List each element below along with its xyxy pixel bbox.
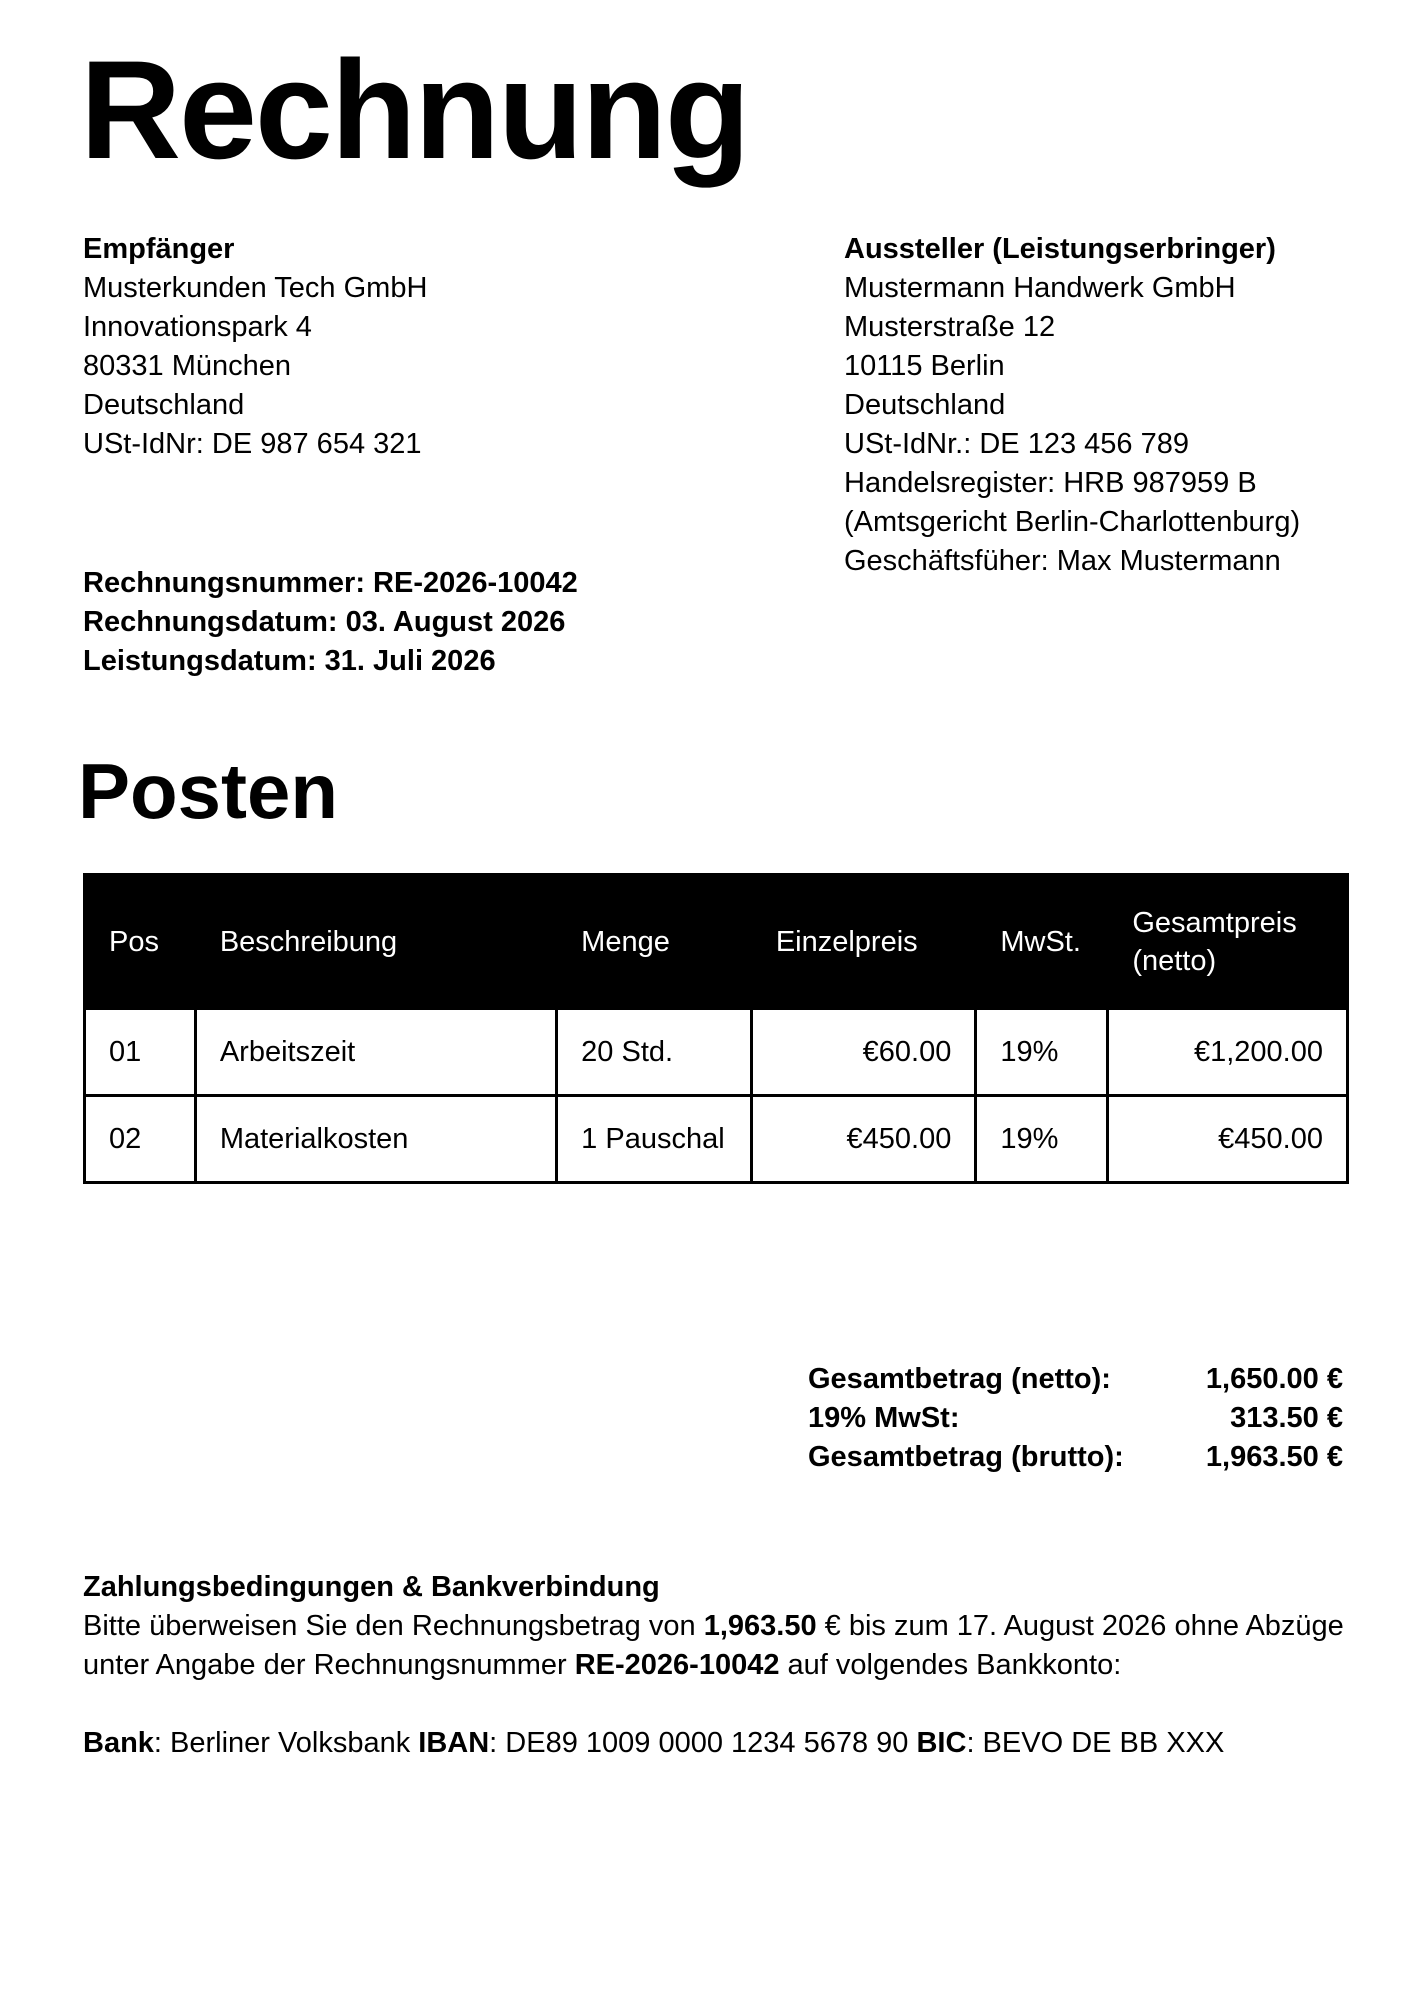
header-unit-price: Einzelpreis: [751, 875, 976, 1009]
header-pos: Pos: [85, 875, 196, 1009]
header-total-net: Gesamtpreis (netto): [1108, 875, 1348, 1009]
issuer-line: Mustermann Handwerk GmbH: [844, 272, 1236, 304]
total-gross-value: 1,963.50 €: [1205, 1441, 1343, 1473]
table-header-row: [85, 875, 1348, 1009]
table-row: [85, 1009, 1348, 1096]
cell-pos: 01: [85, 1009, 196, 1096]
payment-amount: 1,963.50: [703, 1610, 817, 1642]
items-section-title: Posten: [78, 747, 339, 835]
cell-description: Materialkosten: [195, 1096, 556, 1183]
totals-block: [808, 1360, 1343, 1477]
recipient-heading: Empfänger: [83, 233, 235, 265]
items-table: [83, 873, 1349, 1184]
payment-instructions: [83, 1607, 1353, 1685]
cell-total-net: €450.00: [1108, 1096, 1348, 1183]
payment-spacer: [83, 1685, 1353, 1724]
total-net-row: [808, 1360, 1343, 1399]
payment-reference: RE-2026-10042: [574, 1649, 780, 1681]
payment-text: Bitte überweisen Sie den Rechnungsbetrag von: [83, 1610, 704, 1642]
table-row: [85, 1096, 1348, 1183]
bank-value: : Berliner Volksbank: [153, 1727, 419, 1759]
bank-label: Bank: [83, 1727, 154, 1759]
issuer-line: USt-IdNr.: DE 123 456 789: [844, 428, 1189, 460]
issuer-line: (Amtsgericht Berlin-Charlottenburg): [844, 506, 1301, 538]
issuer-line: Musterstraße 12: [844, 311, 1056, 343]
vat-row: [808, 1399, 1343, 1438]
invoice-date: Rechnungsdatum: 03. August 2026: [83, 606, 566, 638]
cell-pos: 02: [85, 1096, 196, 1183]
issuer-block: [844, 230, 1300, 581]
header-description: Beschreibung: [195, 875, 556, 1009]
document-title: Rechnung: [80, 31, 749, 188]
total-net-value: 1,650.00 €: [1205, 1363, 1343, 1395]
header-vat: MwSt.: [976, 875, 1108, 1009]
iban-value: : DE89 1009 0000 1234 5678 90: [489, 1727, 917, 1759]
bic-label: BIC: [916, 1727, 967, 1759]
recipient-line: Musterkunden Tech GmbH: [83, 272, 428, 304]
cell-total-net: €1,200.00: [1108, 1009, 1348, 1096]
payment-text: € bis zum 17. August 2026 ohne Abzüge unter Angabe der Rechnungsnummer: [83, 1610, 1344, 1681]
cell-quantity: 1 Pauschal: [557, 1096, 752, 1183]
issuer-heading: Aussteller (Leistungserbringer): [844, 233, 1276, 265]
invoice-number: Rechnungsnummer: RE-2026-10042: [83, 567, 578, 599]
cell-unit-price: €60.00: [751, 1009, 976, 1096]
header-quantity: Menge: [557, 875, 752, 1009]
payment-text: auf volgendes Bankkonto:: [779, 1649, 1122, 1681]
recipient-line: Deutschland: [83, 389, 245, 421]
cell-vat: 19%: [976, 1096, 1108, 1183]
invoice-meta: [83, 564, 578, 681]
total-gross-row: [808, 1438, 1343, 1477]
cell-unit-price: €450.00: [751, 1096, 976, 1183]
cell-quantity: 20 Std.: [557, 1009, 752, 1096]
issuer-line: Handelsregister: HRB 987959 B: [844, 467, 1257, 499]
iban-label: IBAN: [418, 1727, 490, 1759]
payment-heading: Zahlungsbedingungen & Bankverbindung: [83, 1571, 660, 1603]
cell-description: Arbeitszeit: [195, 1009, 556, 1096]
cell-vat: 19%: [976, 1009, 1108, 1096]
recipient-line: Innovationspark 4: [83, 311, 312, 343]
bank-details: [83, 1724, 1353, 1763]
vat-value: 313.50 €: [1230, 1402, 1343, 1434]
issuer-line: 10115 Berlin: [844, 350, 1005, 382]
service-date: Leistungsdatum: 31. Juli 2026: [83, 645, 496, 677]
issuer-line: Deutschland: [844, 389, 1006, 421]
recipient-line: USt-IdNr: DE 987 654 321: [83, 428, 422, 460]
vat-label: 19% MwSt:: [808, 1402, 960, 1434]
total-net-label: Gesamtbetrag (netto):: [808, 1363, 1111, 1395]
recipient-line: 80331 München: [83, 350, 291, 382]
issuer-line: Geschäftsfüher: Max Mustermann: [844, 545, 1281, 577]
recipient-block: [83, 230, 427, 464]
bic-value: : BEVO DE BB XXX: [966, 1727, 1225, 1759]
payment-block: [83, 1568, 1353, 1763]
total-gross-label: Gesamtbetrag (brutto):: [808, 1441, 1124, 1473]
